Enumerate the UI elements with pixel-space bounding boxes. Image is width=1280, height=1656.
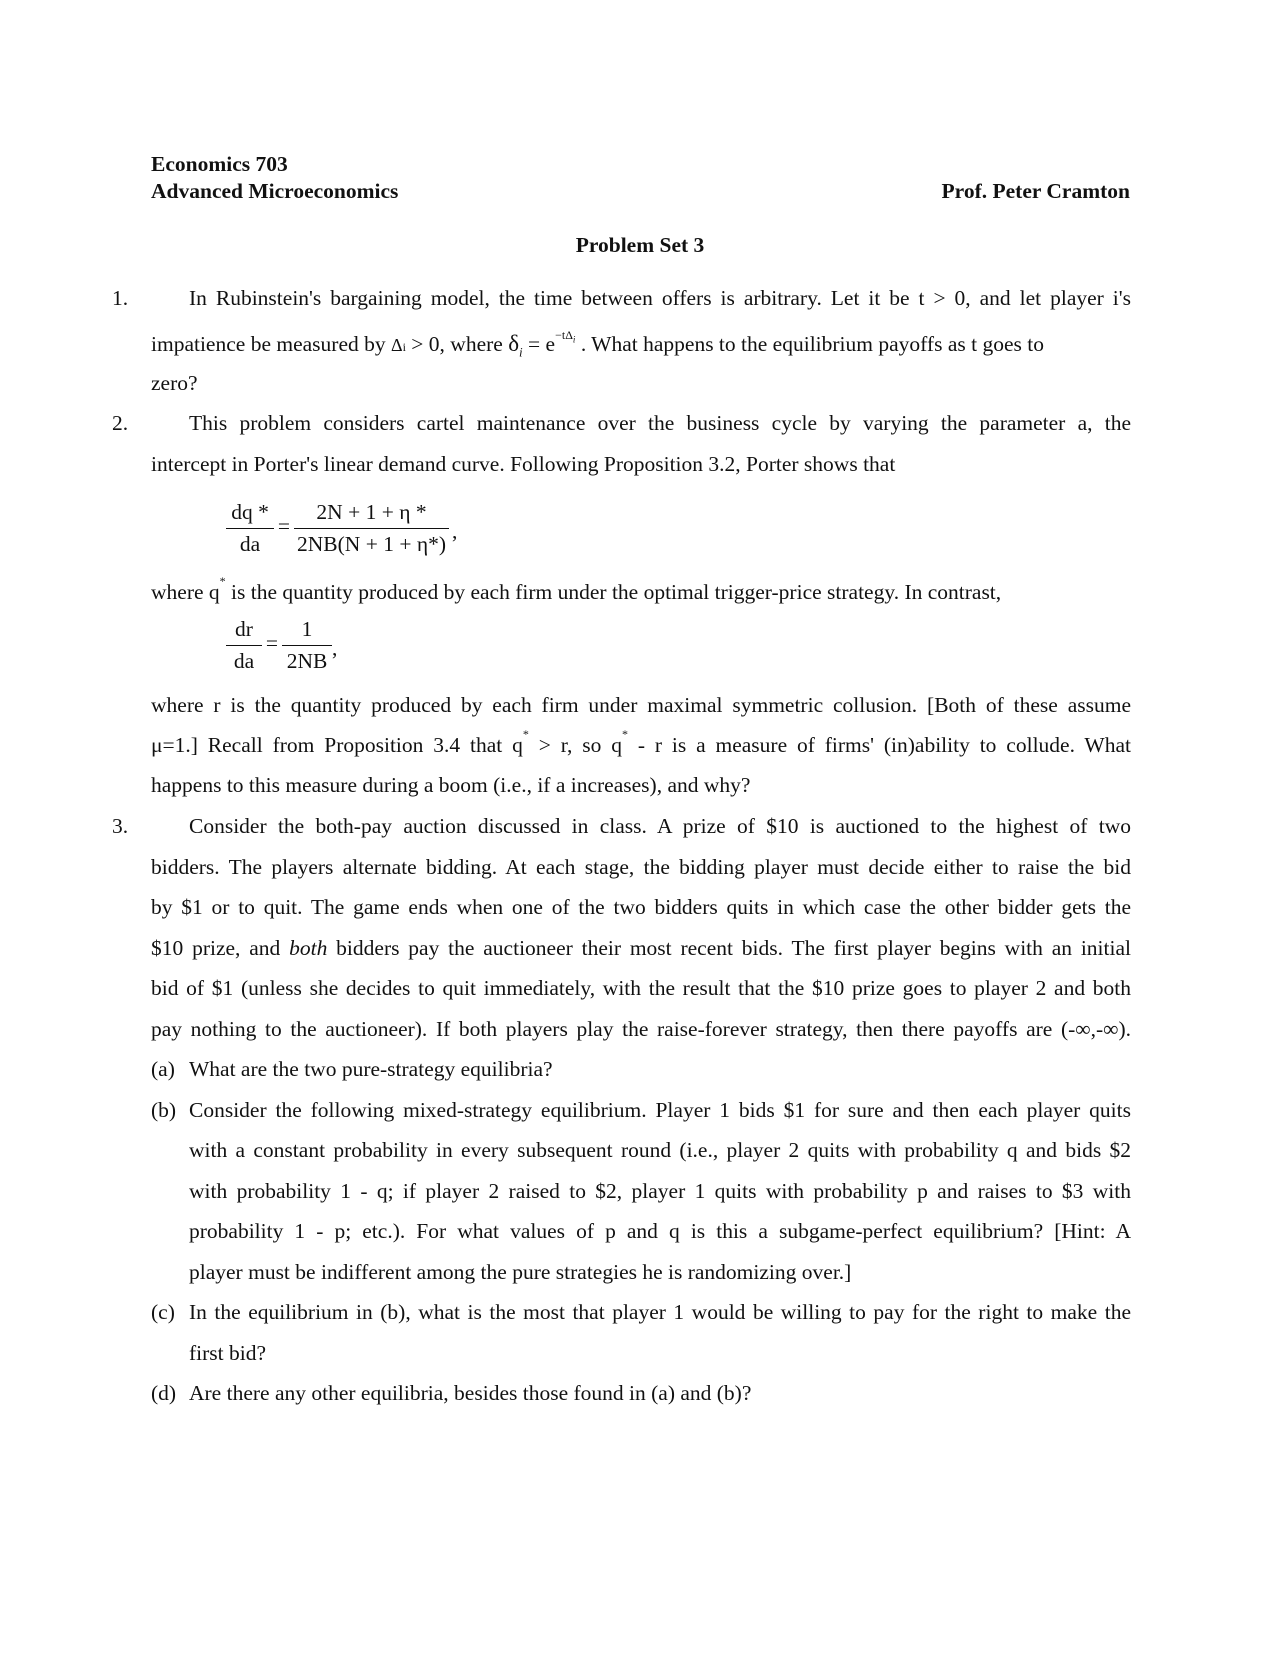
eq1-equals: = <box>277 514 291 538</box>
page-title: Problem Set 3 <box>575 233 705 257</box>
eq1-rhs-denominator: 2NB(N + 1 + η*) <box>297 532 446 556</box>
eq2-equals: = <box>265 631 279 655</box>
discount-equation: $\delta_i = e^{-t\Delta_i}$ <box>508 327 576 360</box>
problem-3-line-1: Consider the both-pay auction discussed in class. A prize of $10 is auctioned to the highest of two <box>189 814 1131 838</box>
part-c-line-1: In the equilibrium in (b), what is the most that player 1 would be willing to pay for the right to make the <box>189 1300 1131 1324</box>
eq1-lhs-bar <box>226 528 274 529</box>
eq1-lhs-denominator: da <box>239 532 261 556</box>
problem-2-line-1: This problem considers cartel maintenance over the business cycle by varying the parameter a, the <box>189 411 1131 435</box>
eq2-rhs-numerator: 1 <box>301 617 313 641</box>
eq2-comma: , <box>332 636 338 660</box>
part-c-line-2: first bid? <box>189 1341 267 1365</box>
problem-1-line-2 <box>151 327 1131 360</box>
problem-2-line-3: where q* is the quantity produced by each firm under the optimal trigger-price strategy. In contrast, <box>151 574 1002 605</box>
delta-symbol: Δ <box>391 335 403 355</box>
problem-2-line-4: where r is the quantity produced by each firm under maximal symmetric collusion. [Both of these assume <box>151 693 1131 717</box>
course-number: Economics 703 <box>151 152 288 176</box>
part-b-label: (b) <box>151 1098 177 1122</box>
eq1-rhs-numerator: 2N + 1 + η * <box>316 500 427 524</box>
eq2-rhs-denominator: 2NB <box>286 649 328 673</box>
problem-3-line-2: bidders. The players alternate bidding. At each stage, the bidding player must decide either to raise the bid <box>151 855 1131 879</box>
delta-subscript: i <box>402 340 406 354</box>
eq2-rhs-bar <box>282 645 332 646</box>
problem-2-number: 2. <box>112 411 129 435</box>
problem-3-line-6: pay nothing to the auctioneer). If both players play the raise-forever strategy, then there payoffs are (-∞,-∞). <box>151 1017 1131 1041</box>
part-b-line-1: Consider the following mixed-strategy equilibrium. Player 1 bids $1 for sure and then each player quits <box>189 1098 1131 1122</box>
problem-2-line-2: intercept in Porter's linear demand curve. Following Proposition 3.2, Porter shows that <box>151 452 896 476</box>
part-d-text: Are there any other equilibria, besides those found in (a) and (b)? <box>189 1381 752 1405</box>
eq1-comma: , <box>452 519 458 543</box>
eq1-lhs-numerator: dq * <box>231 500 269 524</box>
problem-1-line-3: zero? <box>151 371 198 395</box>
problem-1-line-2a: impatience be measured by <box>151 332 386 356</box>
part-b-line-4: probability 1 - p; etc.). For what values of p and q is this a subgame-perfect equilibrium? [Hint: A <box>189 1219 1131 1243</box>
part-a-label: (a) <box>151 1057 175 1081</box>
part-c-label: (c) <box>151 1300 175 1324</box>
problem-1-line-1: In Rubinstein's bargaining model, the time between offers is arbitrary. Let it be t > 0, and let player i's <box>189 286 1131 310</box>
problem-2-line-6: happens to this measure during a boom (i.e., if a increases), and why? <box>151 773 751 797</box>
problem-3-number: 3. <box>112 814 129 838</box>
eq2-lhs-bar <box>226 645 262 646</box>
problem-1-line-2c: . What happens to the equilibrium payoffs as t goes to <box>580 332 1044 356</box>
eq2-lhs-numerator: dr <box>235 617 253 641</box>
problem-3-line-4: $10 prize, and both bidders pay the auctioneer their most recent bids. The first player begins with an initial <box>151 936 1131 960</box>
eq1-rhs-bar <box>294 528 449 529</box>
part-d-label: (d) <box>151 1381 177 1405</box>
problem-2-line-5: μ=1.] Recall from Proposition 3.4 that q* > r, so q* - r is a measure of firms' (in)ability to collude. What <box>151 727 1131 758</box>
part-b-line-5: player must be indifferent among the pure strategies he is randomizing over.] <box>189 1260 852 1284</box>
part-b-line-2: with a constant probability in every subsequent round (i.e., player 2 quits with probability q and bids $2 <box>189 1138 1131 1162</box>
part-a-text: What are the two pure-strategy equilibria? <box>189 1057 553 1081</box>
course-subject: Advanced Microeconomics <box>151 179 399 203</box>
problem-1-number: 1. <box>112 286 129 310</box>
problem-3-line-3: by $1 or to quit. The game ends when one of the two bidders quits in which case the other bidder gets the <box>151 895 1131 919</box>
professor-name: Prof. Peter Cramton <box>941 179 1130 203</box>
part-b-line-3: with probability 1 - q; if player 2 raised to $2, player 1 quits with probability p and raises to $3 with <box>189 1179 1131 1203</box>
problem-1-line-2b: > 0, where <box>405 332 509 356</box>
eq2-lhs-denominator: da <box>233 649 255 673</box>
problem-3-line-5: bid of $1 (unless she decides to quit immediately, with the result that the $10 prize goes to player 2 and both <box>151 976 1131 1000</box>
